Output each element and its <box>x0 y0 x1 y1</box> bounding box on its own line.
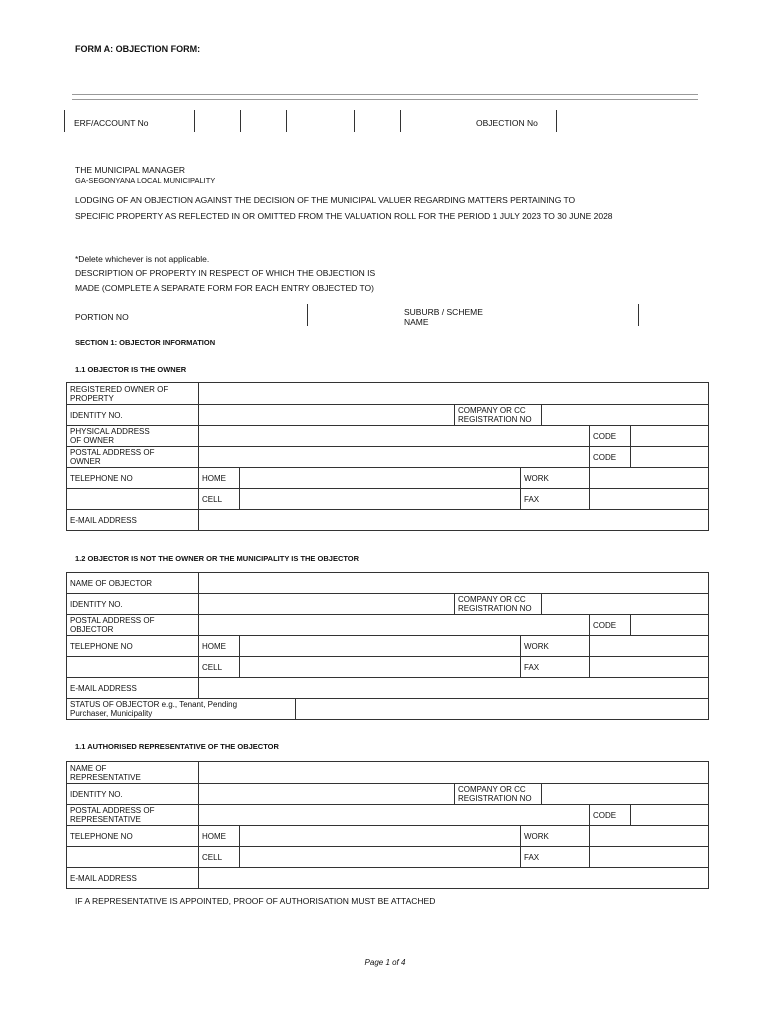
postal-address-label: POSTAL ADDRESS OF OBJECTOR <box>67 615 199 636</box>
fax-label: FAX <box>521 657 590 678</box>
postal-code-label: CODE <box>590 447 631 468</box>
representative-name-label: NAME OF REPRESENTATIVE <box>67 762 199 784</box>
table-row <box>67 594 709 615</box>
telephone-label: TELEPHONE NO <box>67 636 199 657</box>
telephone-label: TELEPHONE NO <box>67 468 199 489</box>
table-row <box>67 489 709 510</box>
addressee-municipality: GA-SEGONYANA LOCAL MUNICIPALITY <box>75 176 216 185</box>
home-phone-field[interactable] <box>240 826 521 847</box>
postal-code-field[interactable] <box>631 447 709 468</box>
erf-account-label: ERF/ACCOUNT No <box>74 118 149 128</box>
work-label: WORK <box>521 636 590 657</box>
suburb-label: SUBURB / SCHEME <box>404 307 483 317</box>
identity-no-field[interactable] <box>199 784 455 805</box>
table-row <box>67 615 709 636</box>
telephone-label: TELEPHONE NO <box>67 826 199 847</box>
home-phone-field[interactable] <box>240 636 521 657</box>
table-row <box>67 636 709 657</box>
work-label: WORK <box>521 468 590 489</box>
erf-account-row <box>64 110 558 132</box>
objector-table <box>66 572 709 720</box>
postal-code-label: CODE <box>590 615 631 636</box>
portion-field-divider[interactable] <box>307 304 308 326</box>
company-reg-field[interactable] <box>542 405 709 426</box>
cell-label: CELL <box>199 847 240 868</box>
owner-section-heading: 1.1 OBJECTOR IS THE OWNER <box>75 365 187 374</box>
identity-no-label: IDENTITY NO. <box>67 784 199 805</box>
physical-address-field[interactable] <box>199 426 590 447</box>
objection-box-divider <box>556 110 557 132</box>
cell-phone-field[interactable] <box>240 489 521 510</box>
intro-line-1: LODGING OF AN OBJECTION AGAINST THE DECISION OF THE MUNICIPAL VALUER REGARDING MATTERS PERTAINING TO <box>75 195 576 205</box>
postal-code-field[interactable] <box>631 805 709 826</box>
fax-label: FAX <box>521 847 590 868</box>
delete-note: *Delete whichever is not applicable. <box>75 254 210 264</box>
identity-no-label: IDENTITY NO. <box>67 405 199 426</box>
telephone-spacer <box>67 847 199 868</box>
table-row <box>67 699 709 720</box>
objector-status-field[interactable] <box>296 699 709 720</box>
top-rule-2 <box>72 99 698 100</box>
suburb-label-line-2: NAME <box>404 317 429 327</box>
objection-no-label: OBJECTION No <box>476 118 538 128</box>
fax-field[interactable] <box>590 489 709 510</box>
representative-note: IF A REPRESENTATIVE IS APPOINTED, PROOF OF AUTHORISATION MUST BE ATTACHED <box>75 896 436 906</box>
erf-box-divider <box>286 110 287 132</box>
email-label: E-MAIL ADDRESS <box>67 678 199 699</box>
description-line-1: DESCRIPTION OF PROPERTY IN RESPECT OF WHICH THE OBJECTION IS <box>75 268 376 278</box>
postal-address-field[interactable] <box>199 615 590 636</box>
postal-address-field[interactable] <box>199 805 590 826</box>
company-reg-field[interactable] <box>542 594 709 615</box>
table-row <box>67 657 709 678</box>
company-reg-label: COMPANY OR CC REGISTRATION NO <box>455 594 542 615</box>
objector-name-label: NAME OF OBJECTOR <box>67 573 199 594</box>
postal-address-field[interactable] <box>199 447 590 468</box>
addressee-title: THE MUNICIPAL MANAGER <box>75 165 186 175</box>
erf-box-divider <box>194 110 195 132</box>
work-label: WORK <box>521 826 590 847</box>
physical-code-label: CODE <box>590 426 631 447</box>
intro-line-2: SPECIFIC PROPERTY AS REFLECTED IN OR OMITTED FROM THE VALUATION ROLL FOR THE PERIOD 1 JULY 2023 TO 30 JUNE 2028 <box>75 211 613 221</box>
table-row <box>67 468 709 489</box>
home-phone-field[interactable] <box>240 468 521 489</box>
representative-section-heading: 1.1 AUTHORISED REPRESENTATIVE OF THE OBJECTOR <box>75 742 279 751</box>
suburb-field-divider[interactable] <box>638 304 639 326</box>
email-field[interactable] <box>199 868 709 889</box>
identity-no-field[interactable] <box>199 405 455 426</box>
table-row <box>67 805 709 826</box>
erf-divider <box>64 110 65 132</box>
representative-table <box>66 761 709 889</box>
fax-field[interactable] <box>590 847 709 868</box>
section-1-heading: SECTION 1: OBJECTOR INFORMATION <box>75 338 216 347</box>
table-row <box>67 868 709 889</box>
table-row <box>67 573 709 594</box>
registered-owner-label: REGISTERED OWNER OF PROPERTY <box>67 383 199 405</box>
work-phone-field[interactable] <box>590 826 709 847</box>
table-row <box>67 762 709 784</box>
home-label: HOME <box>199 468 240 489</box>
postal-address-label: POSTAL ADDRESS OF REPRESENTATIVE <box>67 805 199 826</box>
table-row <box>67 847 709 868</box>
erf-box-divider <box>400 110 401 132</box>
table-row <box>67 383 709 405</box>
table-row <box>67 405 709 426</box>
company-reg-label: COMPANY OR CC REGISTRATION NO <box>455 784 542 805</box>
erf-box-divider <box>240 110 241 132</box>
postal-code-field[interactable] <box>631 615 709 636</box>
cell-label: CELL <box>199 489 240 510</box>
cell-phone-field[interactable] <box>240 847 521 868</box>
telephone-spacer <box>67 489 199 510</box>
physical-address-label: PHYSICAL ADDRESS OF OWNER <box>67 426 199 447</box>
table-row <box>67 678 709 699</box>
postal-address-label: POSTAL ADDRESS OF OWNER <box>67 447 199 468</box>
identity-no-label: IDENTITY NO. <box>67 594 199 615</box>
objector-section-heading: 1.2 OBJECTOR IS NOT THE OWNER OR THE MUNICIPALITY IS THE OBJECTOR <box>75 554 360 563</box>
table-row <box>67 426 709 447</box>
company-reg-label: COMPANY OR CC REGISTRATION NO <box>455 405 542 426</box>
representative-name-field[interactable] <box>199 762 709 784</box>
postal-code-label: CODE <box>590 805 631 826</box>
fax-field[interactable] <box>590 657 709 678</box>
physical-code-field[interactable] <box>631 426 709 447</box>
email-field[interactable] <box>199 510 709 531</box>
form-title: FORM A: OBJECTION FORM: <box>75 44 201 54</box>
home-label: HOME <box>199 636 240 657</box>
home-label: HOME <box>199 826 240 847</box>
work-phone-field[interactable] <box>590 636 709 657</box>
table-row <box>67 447 709 468</box>
registered-owner-field[interactable] <box>199 383 709 405</box>
work-phone-field[interactable] <box>590 468 709 489</box>
description-line-2: MADE (COMPLETE A SEPARATE FORM FOR EACH ENTRY OBJECTED TO) <box>75 283 374 293</box>
objector-name-field[interactable] <box>199 573 709 594</box>
owner-table <box>66 382 709 531</box>
portion-no-label: PORTION NO <box>75 312 129 322</box>
table-row <box>67 510 709 531</box>
identity-no-field[interactable] <box>199 594 455 615</box>
page-number: Page 1 of 4 <box>364 958 406 967</box>
cell-label: CELL <box>199 657 240 678</box>
table-row <box>67 784 709 805</box>
erf-box-divider <box>354 110 355 132</box>
objector-status-label: STATUS OF OBJECTOR e.g., Tenant, Pending Purchaser, Municipality <box>67 699 296 720</box>
telephone-spacer <box>67 657 199 678</box>
email-label: E-MAIL ADDRESS <box>67 868 199 889</box>
top-rule <box>72 94 698 95</box>
email-field[interactable] <box>199 678 709 699</box>
fax-label: FAX <box>521 489 590 510</box>
email-label: E-MAIL ADDRESS <box>67 510 199 531</box>
cell-phone-field[interactable] <box>240 657 521 678</box>
table-row <box>67 826 709 847</box>
company-reg-field[interactable] <box>542 784 709 805</box>
